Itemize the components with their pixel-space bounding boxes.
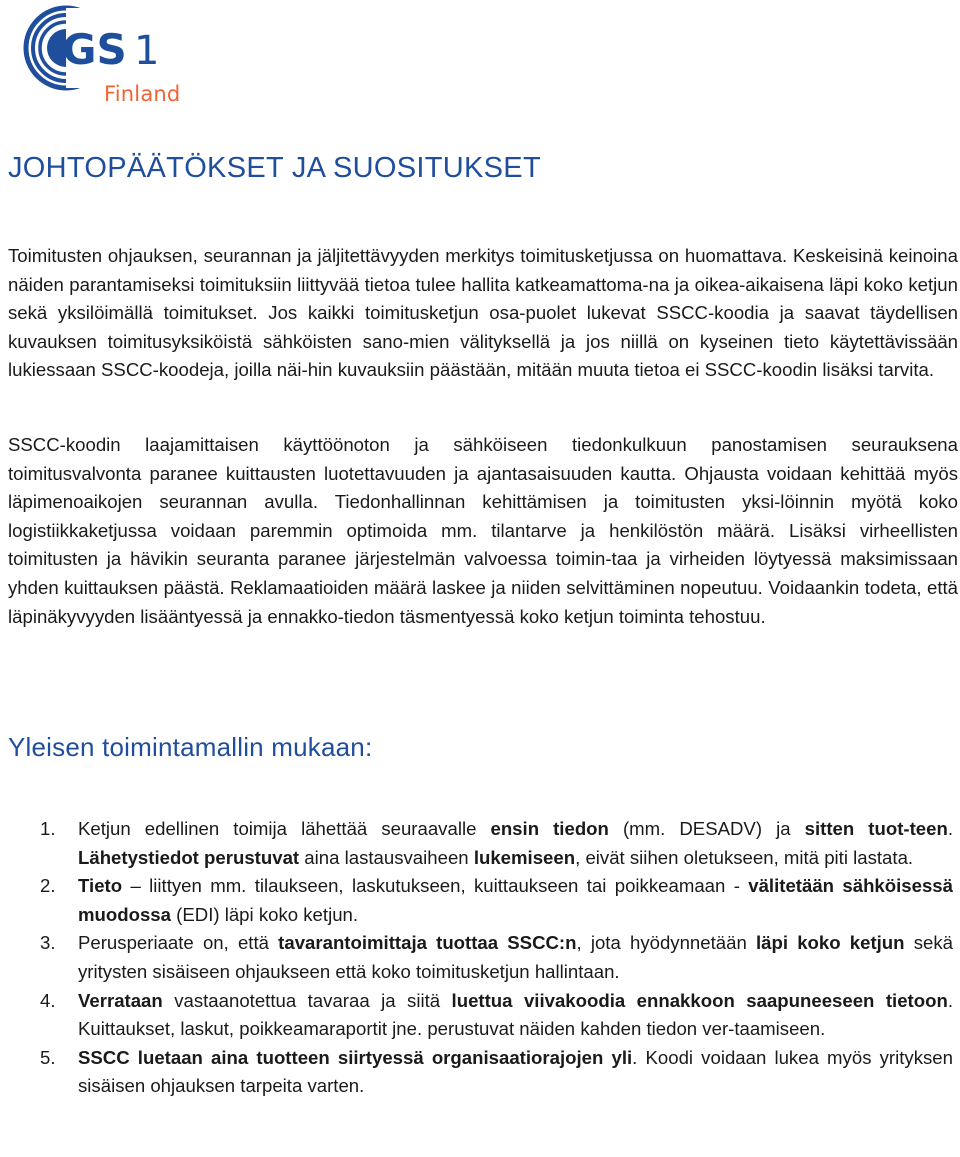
list-item-number: 1. bbox=[40, 818, 56, 839]
logo-subtitle: Finland bbox=[104, 82, 181, 106]
list-item-text: SSCC luetaan aina tuotteen siirtyessä organisaatiorajojen yli. Koodi voidaan lukea myös yrityksen sisäisen ohjauksen tarpeita varten. bbox=[78, 1046, 953, 1097]
intro-paragraph: Toimitusten ohjauksen, seurannan ja jäljitettävyyden merkitys toimitusketjussa on huomattava. Keskeisinä keinoina näiden parantamiseksi toimituksiin liittyvää tietoa tulee hallita katkeamattoma-na ja oikea-aikaisena läpi koko ketjun sekä yksilöimällä toimitukset. Jos kaikki toimitusketjun osa-puolet lukevat SSCC-koodia ja saavat täydellisen kuvauksen toimitusyksiköistä sähköisten sano-mien välityksellä ja jos niillä on kyseinen tieto käytettävissään lukiessaan SSCC-koodeja, joilla näi-hin kuvauksiin päästään, mitään muuta tietoa ei SSCC-koodin lisäksi tarvita. bbox=[8, 245, 958, 381]
section-heading: Yleisen toimintamallin mukaan: bbox=[8, 732, 373, 762]
list-item-text: Tieto – liittyen mm. tilaukseen, laskutukseen, kuittaukseen tai poikkeamaan - välitetään sähköisessä muodossa (EDI) läpi koko ketjun. bbox=[78, 875, 953, 925]
list-item bbox=[0, 872, 953, 929]
list-item bbox=[0, 815, 953, 872]
list-item-text: Ketjun edellinen toimija lähettää seuraavalle ensin tiedon (mm. DESADV) ja sitten tuot-teen. Lähetystiedot perustuvat aina lastausvaiheen lukemiseen, eivät siihen oletukseen, mitä piti lastata. bbox=[78, 818, 953, 868]
list-item bbox=[0, 987, 953, 1044]
benefits-paragraph: SSCC-koodin laajamittaisen käyttöönoton ja sähköiseen tiedonkulkuun panostamisen seurauksena toimitusvalvonta paranee kuittausten luotettavuuden ja ajantasaisuuden kautta. Ohjausta voidaan kehittää myös läpimenoaikojen seurannan avulla. Tiedonhallinnan kehittämisen ja toimitusten yksi-löinnin myötä koko logistiikkaketjussa voidaan paremmin optimoida mm. tilantarve ja henkilöstön määrä. Lisäksi virheellisten toimitusten ja hävikin seuranta paranee järjestelmän valvoessa toimin-taa ja virheiden löytyessä maksimissaan yhden kuittauksen päästä. Reklamaatioiden määrä laskee ja niiden selvittäminen nopeutuu. Voidaankin todeta, että läpinäkyvyyden lisääntyessä ja ennakko-tiedon täsmentyessä koko ketjun toiminta tehostuu. bbox=[8, 434, 958, 627]
list-item bbox=[0, 929, 953, 986]
svg-text:1: 1 bbox=[134, 28, 160, 74]
list-item-number: 2. bbox=[40, 875, 56, 897]
steps-list bbox=[0, 815, 960, 1101]
page-title: JOHTOPÄÄTÖKSET JA SUOSITUKSET bbox=[8, 152, 541, 184]
list-item-number: 3. bbox=[40, 932, 56, 954]
list-item-text: Perusperiaate on, että tavarantoimittaja tuottaa SSCC:n, jota hyödynnetään läpi koko ketjun sekä yritysten sisäiseen ohjaukseen että koko toimitusketjun hallintaan. bbox=[78, 932, 953, 982]
list-item-number: 4. bbox=[40, 989, 56, 1011]
list-item-text: Verrataan vastaanotettua tavaraa ja siitä luettua viivakoodia ennakkoon saapuneeseen tietoon. Kuittaukset, laskut, poikkeamaraportit jne. perustuvat näiden kahden tiedon ver-taamiseen. bbox=[78, 989, 953, 1040]
list-item-number: 5. bbox=[40, 1046, 56, 1068]
list-item bbox=[0, 1044, 953, 1101]
svg-text:GS: GS bbox=[62, 25, 127, 74]
